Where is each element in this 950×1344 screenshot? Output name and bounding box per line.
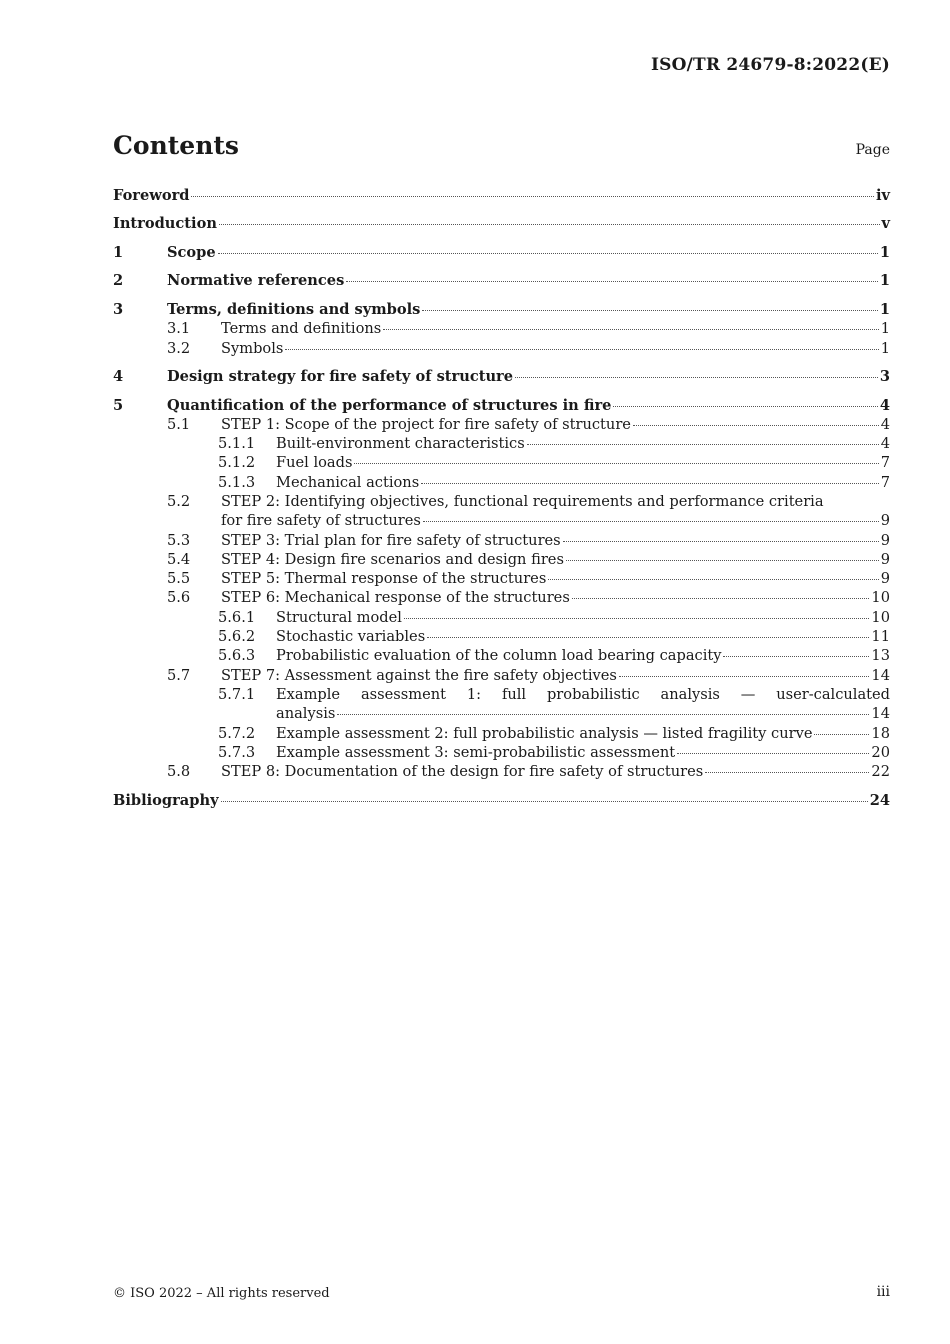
toc-entry-title: Design strategy for fire safety of structure: [167, 368, 514, 386]
dot-leader: [613, 406, 877, 407]
toc-entry-number: 5.6.1: [218, 608, 256, 626]
toc-entry-title: STEP 7: Assessment against the fire safety objectives: [221, 666, 617, 684]
toc-entry-number: 5.1.2: [218, 454, 256, 472]
dot-leader: [515, 377, 878, 378]
toc-entry-number: 5.2: [167, 492, 191, 510]
toc-entry-title: STEP 5: Thermal response of the structures: [221, 570, 547, 588]
toc-entry-title: Scope: [167, 243, 216, 261]
toc-entry-mechanical-actions[interactable]: [113, 473, 890, 492]
toc-entry-page: 1: [879, 300, 890, 318]
dot-leader: [633, 425, 879, 426]
page-title: Contents: [113, 131, 240, 160]
toc-entry-number: 5.3: [167, 531, 191, 549]
toc-entry-fuel-loads[interactable]: [113, 453, 890, 472]
toc-entry-first-line: [113, 492, 890, 511]
title-word: Example: [276, 685, 341, 703]
toc-entry-title: Quantification of the performance of structures in fire: [167, 396, 612, 414]
toc-entry-number: 5.8: [167, 763, 191, 781]
toc-entry-bibliography[interactable]: [113, 791, 890, 810]
toc-entry-page: 24: [869, 791, 890, 809]
toc-entry-page: 1: [880, 339, 890, 357]
toc-entry-page: 1: [879, 243, 890, 261]
dot-leader: [814, 734, 869, 735]
dot-leader: [221, 801, 868, 802]
toc-entry-page: 14: [871, 705, 890, 723]
copyright-notice: © ISO 2022 – All rights reserved: [113, 1286, 330, 1301]
toc-entry-design-strategy[interactable]: [113, 367, 890, 386]
toc-entry-number: 5.1: [167, 415, 191, 433]
toc-entry-symbols[interactable]: [113, 339, 890, 358]
toc-entry-title: STEP 8: Documentation of the design for fire safety of structures: [221, 763, 704, 781]
toc-entry-title: Example assessment 2: full probabilistic analysis — listed fragility curve: [276, 724, 813, 742]
page-number: iii: [876, 1284, 890, 1300]
dot-leader: [285, 349, 878, 350]
title-word: assessment: [360, 685, 446, 703]
toc-entry-page: 13: [871, 647, 890, 665]
dot-leader: [677, 753, 869, 754]
toc-entry-page: 10: [871, 608, 890, 626]
toc-entry-step-7[interactable]: [113, 666, 890, 685]
toc-entry-title: Example assessment 3: semi-probabilistic assessment: [276, 743, 676, 761]
toc-entry-title-line1: STEP 2: Identifying objectives, functional requirements and performance criteria: [221, 492, 824, 510]
toc-entry-page: 4: [880, 415, 890, 433]
toc-entry-structural-model[interactable]: [113, 608, 890, 627]
toc-entry-title: Symbols: [221, 339, 284, 357]
toc-entry-title: Foreword: [113, 187, 190, 204]
dot-leader: [421, 483, 879, 484]
toc-entry-page: iv: [875, 187, 890, 204]
toc-entry-page: 14: [871, 666, 890, 684]
dot-leader: [423, 521, 879, 522]
toc-entry-title: Bibliography: [113, 791, 219, 809]
dot-leader: [527, 444, 879, 445]
toc-entry-normative-references[interactable]: [113, 271, 890, 290]
toc-entry-step-8[interactable]: [113, 762, 890, 781]
toc-entry-title: Introduction: [113, 215, 217, 233]
toc-entry-stochastic-variables[interactable]: [113, 627, 890, 646]
toc-entry-page: 9: [880, 550, 890, 568]
toc-entry-page: 7: [880, 473, 890, 491]
toc-entry-built-environment[interactable]: [113, 434, 890, 453]
dot-leader: [427, 637, 869, 638]
dot-leader: [723, 656, 869, 657]
toc-entry-step-4[interactable]: [113, 550, 890, 569]
dot-leader: [218, 253, 878, 254]
toc-entry-step-6[interactable]: [113, 588, 890, 607]
toc-entry-second-line: [113, 511, 890, 530]
toc-entry-example-assessment-3[interactable]: [113, 743, 890, 762]
toc-entry-title: Terms, definitions and symbols: [167, 300, 421, 318]
document-identifier: ISO/TR 24679-8:2022(E): [650, 55, 890, 75]
toc-entry-number: 3.2: [167, 339, 191, 357]
dot-leader: [572, 598, 870, 599]
toc-entry-title: Normative references: [167, 272, 345, 290]
toc-entry-title: Built-environment characteristics: [276, 435, 525, 453]
toc-entry-number: 5.1.3: [218, 473, 256, 491]
toc-entry-number: 3: [113, 300, 124, 318]
toc-entry-number: 5.6: [167, 589, 191, 607]
toc-entry-step-2[interactable]: [113, 492, 890, 531]
toc-entry-title-line2: for fire safety of structures: [221, 512, 421, 530]
toc-entry-terms-and-definitions[interactable]: [113, 319, 890, 338]
toc-entry-page: 7: [880, 454, 890, 472]
title-word: probabilistic: [546, 685, 640, 703]
toc-entry-title: STEP 4: Design fire scenarios and design fires: [221, 550, 564, 568]
toc-entry-page: v: [881, 215, 890, 233]
toc-entry-page: 4: [879, 396, 890, 414]
toc-entry-number: 1: [113, 243, 124, 261]
toc-entry-title: Fuel loads: [276, 454, 353, 472]
toc-entry-title: Mechanical actions: [276, 473, 420, 491]
toc-entry-number: 5.7.1: [218, 685, 256, 703]
dot-leader: [383, 329, 878, 330]
toc-entry-page: 22: [871, 763, 890, 781]
toc-entry-number: 5.7: [167, 666, 191, 684]
toc-entry-step-3[interactable]: [113, 531, 890, 550]
toc-entry-title: Stochastic variables: [276, 628, 426, 646]
toc-entry-number: 5.7.2: [218, 724, 256, 742]
toc-entry-step-5[interactable]: [113, 569, 890, 588]
dot-leader: [619, 676, 870, 677]
toc-entry-example-assessment-1[interactable]: [113, 685, 890, 724]
dot-leader: [346, 281, 878, 282]
toc-entry-scope[interactable]: [113, 243, 890, 262]
toc-entry-first-line: [113, 685, 890, 704]
toc-entry-terms-definitions-symbols[interactable]: [113, 300, 890, 319]
toc-entry-number: 4: [113, 368, 124, 386]
toc-entry-title: STEP 6: Mechanical response of the structures: [221, 589, 570, 607]
toc-entry-second-line: [113, 704, 890, 723]
toc-entry-probabilistic-evaluation[interactable]: [113, 646, 890, 665]
toc-entry-example-assessment-2[interactable]: [113, 724, 890, 743]
dot-leader: [422, 310, 877, 311]
toc-entry-page: 4: [880, 435, 890, 453]
title-word: —: [740, 685, 756, 703]
toc-entry-number: 5.6.2: [218, 628, 256, 646]
dot-leader: [563, 541, 879, 542]
toc-entry-number: 5: [113, 396, 124, 414]
toc-entry-page: 9: [880, 512, 890, 530]
dot-leader: [548, 579, 878, 580]
toc-entry-page: 9: [880, 570, 890, 588]
toc-entry-number: 5.7.3: [218, 743, 256, 761]
dot-leader: [191, 196, 874, 197]
toc-entry-page: 9: [880, 531, 890, 549]
toc-entry-foreword[interactable]: [113, 186, 890, 205]
toc-entry-page: 1: [879, 272, 890, 290]
toc-entry-page: 11: [871, 628, 890, 646]
toc-entry-step-1[interactable]: [113, 415, 890, 434]
title-word: analysis: [660, 685, 720, 703]
toc-entry-number: 5.5: [167, 570, 191, 588]
toc-entry-page: 3: [879, 368, 890, 386]
toc-entry-title: Structural model: [276, 608, 402, 626]
dot-leader: [705, 772, 869, 773]
toc-entry-page: 1: [880, 320, 890, 338]
dot-leader: [337, 714, 869, 715]
toc-entry-page: 10: [871, 589, 890, 607]
toc-entry-page: 18: [871, 724, 890, 742]
toc-entry-quantification[interactable]: [113, 396, 890, 415]
toc-entry-title: Probabilistic evaluation of the column load bearing capacity: [276, 647, 722, 665]
dot-leader: [566, 560, 879, 561]
toc-entry-title: STEP 1: Scope of the project for fire safety of structure: [221, 415, 631, 433]
title-word: user-calculated: [776, 685, 890, 703]
toc-entry-title-line1: [276, 685, 890, 704]
title-word: 1:: [466, 685, 482, 703]
title-word: full: [501, 685, 527, 703]
toc-entry-title: STEP 3: Trial plan for fire safety of structures: [221, 531, 561, 549]
toc-entry-number: 5.6.3: [218, 647, 256, 665]
toc-entry-title: Terms and definitions: [221, 320, 382, 338]
toc-entry-number: 5.4: [167, 550, 191, 568]
toc-entry-page: 20: [871, 743, 890, 761]
toc-entry-title-line2: analysis: [276, 705, 336, 723]
toc-entry-number: 3.1: [167, 320, 191, 338]
toc-entry-number: 2: [113, 272, 124, 290]
dot-leader: [354, 463, 878, 464]
table-of-contents: [113, 186, 890, 810]
toc-entry-number: 5.1.1: [218, 435, 256, 453]
dot-leader: [404, 618, 869, 619]
dot-leader: [219, 224, 880, 225]
page-column-label: Page: [855, 142, 890, 158]
toc-entry-introduction[interactable]: [113, 214, 890, 233]
